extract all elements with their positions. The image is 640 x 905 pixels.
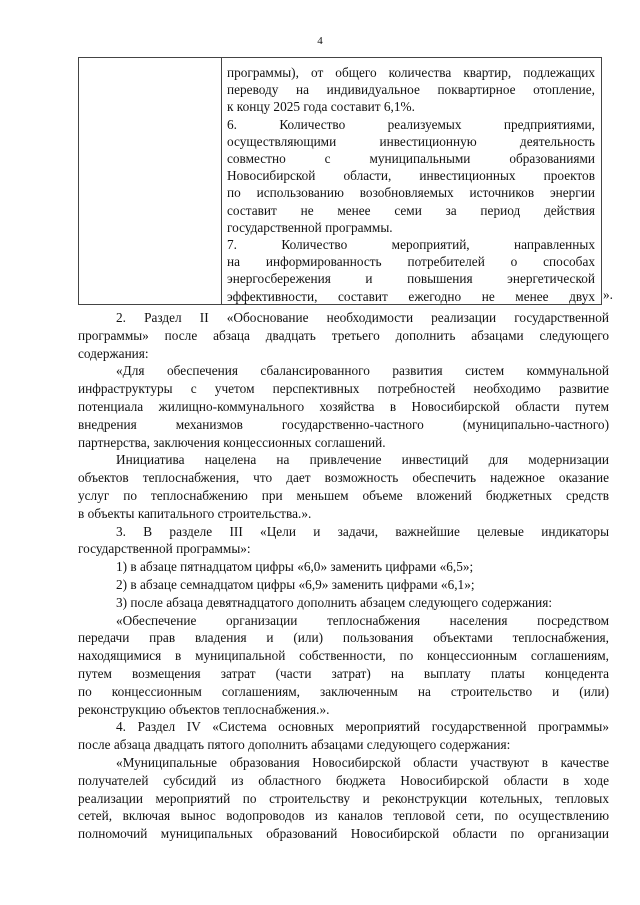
table-text-line: переводу на индивидуальное поквартирное отопление, <box>227 82 595 98</box>
table-text-line: по использованию возобновляемых источников энергии <box>227 185 595 201</box>
body-text-line: программы» после абзаца двадцать третьего дополнить абзацами следующего <box>78 327 609 343</box>
body-text-line: внедрения механизмов государственно-частного (муниципально-частного) <box>78 416 609 432</box>
table-text-line: к концу 2025 года составит 6,1%. <box>227 99 415 115</box>
body-text-line: государственной программы»: <box>78 541 251 557</box>
table-text-line: осуществляющими инвестиционную деятельность <box>227 133 595 149</box>
table-text-line: программы), от общего количества квартир, подлежащих <box>227 65 595 80</box>
page-number: 4 <box>317 35 323 47</box>
body-text-line: 2) в абзаце семнадцатом цифры «6,9» заменить цифрами «6,1»; <box>116 576 475 592</box>
document-body <box>78 309 609 843</box>
body-text-line: по концессионным соглашениям, заключенным на строительство и (или) <box>78 683 609 699</box>
body-text-line: услуг по теплоснабжению при меньшем объеме вложений бюджетных средств <box>78 487 609 503</box>
table-text-line: на информированность потребителей о способах <box>227 254 595 270</box>
body-text-line: Инициатива нацелена на привлечение инвестиций для модернизации <box>116 452 609 468</box>
table-text-line: энергосбережения и повышения энергетической <box>227 271 595 287</box>
body-text-line: партнерства, заключения концессионных соглашений. <box>78 434 386 450</box>
body-text-line: «Обеспечение организации теплоснабжения населения посредством <box>116 612 609 628</box>
body-text-line: 3. В разделе III «Цели и задачи, важнейшие целевые индикаторы <box>116 523 609 539</box>
body-text-line: реализации мероприятий по строительству и реконструкции котельных, тепловых <box>78 790 609 806</box>
table-text-line: составит не менее семи за период действия <box>227 202 595 218</box>
body-text-line: 2. Раздел II «Обоснование необходимости реализации государственной <box>116 310 609 325</box>
body-text-line: сетей, включая вынос водопроводов из каналов тепловой сети, по осуществлению <box>78 808 609 824</box>
body-text-line: получателей субсидий из областного бюджета Новосибирской области в ходе <box>78 772 609 788</box>
body-text-line: находящимися в муниципальной собственности, по концессионным соглашениям, <box>78 648 609 664</box>
table-text-line: Новосибирской области, инвестиционных проектов <box>227 168 595 184</box>
body-text-line: реконструкцию объектов теплоснабжения.». <box>78 701 330 717</box>
body-text-line: в объекты капитального строительства.». <box>78 505 312 521</box>
table-text-line: 6. Количество реализуемых предприятиями, <box>227 116 595 132</box>
table-text-line: эффективности, составит ежегодно не менее двух <box>227 288 595 304</box>
body-text-line: объектов теплоснабжения, что дает возможность обеспечить надежное оказание <box>78 470 609 486</box>
body-text-line: 4. Раздел IV «Система основных мероприятий государственной программы» <box>116 719 609 735</box>
table-text-cell <box>227 64 595 305</box>
body-text-line: содержания: <box>78 345 149 361</box>
body-text-line: 1) в абзаце пятнадцатом цифры «6,0» заменить цифрами «6,5»; <box>116 559 474 575</box>
body-text-line: полномочий муниципальных образований Новосибирской области по организации <box>78 826 609 842</box>
body-text-line: 3) после абзаца девятнадцатого дополнить абзацем следующего содержания: <box>116 594 553 610</box>
table-column-divider <box>221 58 222 304</box>
table-text-line: 7. Количество мероприятий, направленных <box>227 237 595 253</box>
body-text-line: «Муниципальные образования Новосибирской области участвуют в качестве <box>116 754 609 770</box>
body-text-line: потенциала жилищно-коммунального хозяйства в Новосибирской области путем <box>78 398 609 414</box>
table-text-line: совместно с муниципальными образованиями <box>227 151 595 167</box>
body-text-line: после абзаца двадцать пятого дополнить абзацами следующего содержания: <box>78 737 511 753</box>
table-closing-quote: ». <box>603 287 613 302</box>
indicator-table <box>78 57 602 305</box>
table-text-line: государственной программы. <box>227 219 393 235</box>
body-text-line: инфраструктуры с учетом перспективных потребностей необходимо развитие <box>78 381 609 397</box>
body-text-line: передачи прав владения и (или) пользования объектами теплоснабжения, <box>78 630 609 646</box>
body-text-line: путем возмещения затрат (части затрат) на выплату платы концедента <box>78 665 609 681</box>
body-text-line: «Для обеспечения сбалансированного развития систем коммунальной <box>116 363 609 379</box>
